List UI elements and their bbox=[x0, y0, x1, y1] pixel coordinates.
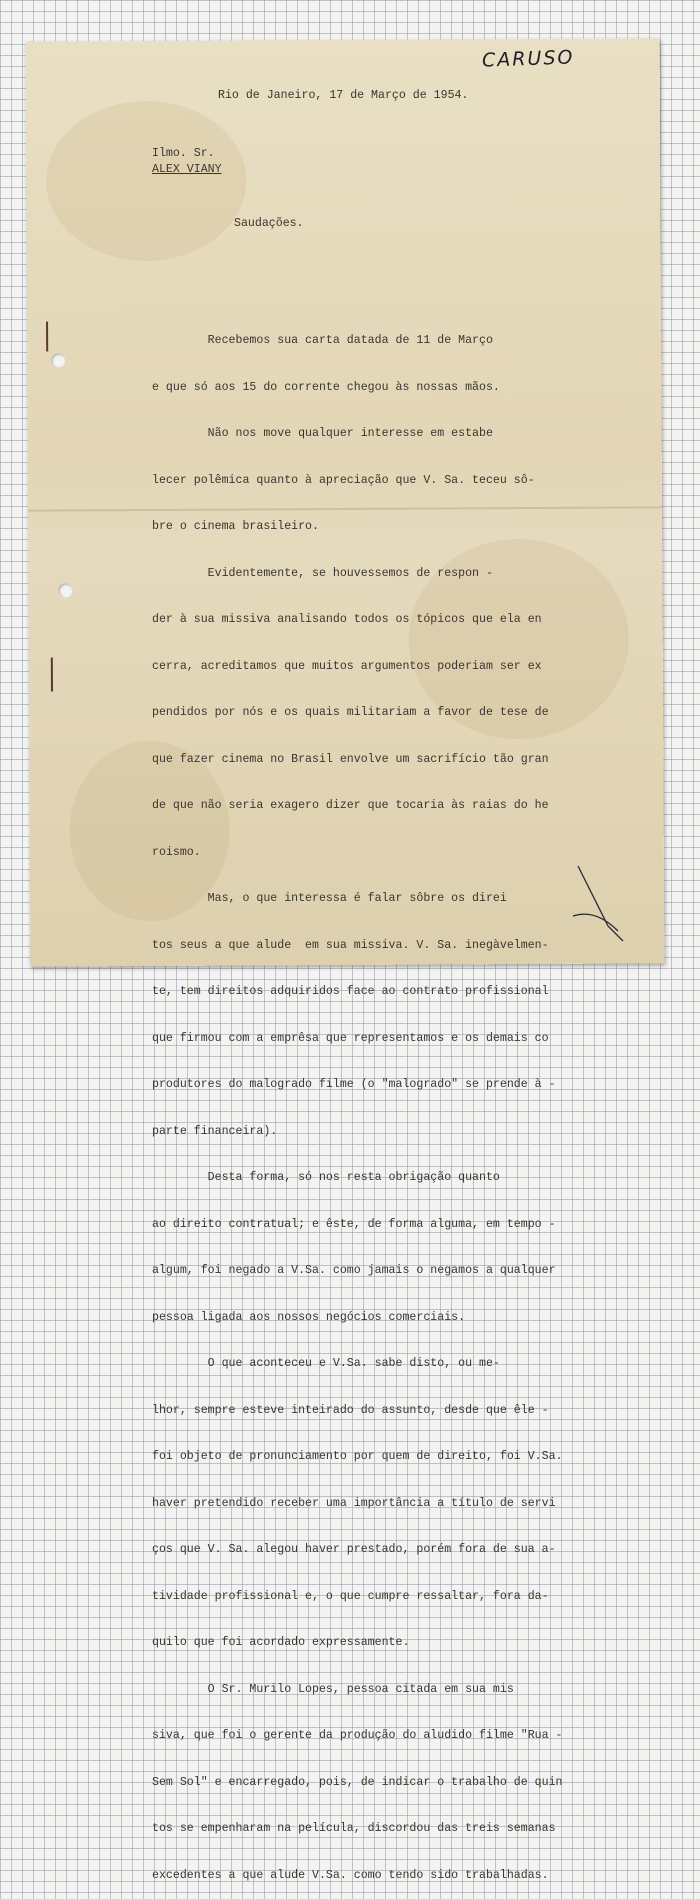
paper-stain bbox=[46, 101, 247, 262]
pen-stroke-mark bbox=[568, 856, 628, 946]
body-line: quilo que foi acordado expressamente. bbox=[152, 1636, 410, 1649]
body-line: que fazer cinema no Brasil envolve um sacrifício tão gran bbox=[152, 752, 549, 766]
body-line: excedentes a que alude V.Sa. como tendo sido trabalhadas. bbox=[152, 1868, 549, 1882]
handwritten-annotation: CARUSO bbox=[481, 46, 575, 72]
letter-body bbox=[152, 302, 563, 1899]
body-line: que firmou com a emprêsa que representamos e os demais co bbox=[152, 1031, 549, 1045]
body-line: lhor, sempre esteve inteirado do assunto, desde que êle - bbox=[152, 1403, 549, 1417]
body-line: O Sr. Murilo Lopes, pessoa citada em sua mis bbox=[152, 1682, 514, 1696]
body-line: produtores do malogrado filme (o "malogrado" se prende à - bbox=[152, 1078, 556, 1091]
salutation: Ilmo. Sr. bbox=[152, 147, 215, 160]
letter-date: Rio de Janeiro, 17 de Março de 1954. bbox=[218, 89, 469, 102]
punch-hole bbox=[51, 353, 65, 367]
body-line: e que só aos 15 do corrente chegou às nossas mãos. bbox=[152, 380, 500, 394]
body-line: roismo. bbox=[152, 845, 201, 859]
body-line: parte financeira). bbox=[152, 1124, 278, 1138]
body-line: der à sua missiva analisando todos os tópicos que ela en bbox=[152, 613, 542, 626]
body-line: cerra, acreditamos que muitos argumentos poderiam ser ex bbox=[152, 659, 542, 673]
recipient-name: ALEX VIANY bbox=[152, 163, 222, 176]
body-line: pessoa ligada aos nossos negócios comerciais. bbox=[152, 1310, 466, 1324]
body-line: Mas, o que interessa é falar sôbre os direi bbox=[152, 892, 507, 905]
body-line: algum, foi negado a V.Sa. como jamais o negamos a qualquer bbox=[152, 1264, 556, 1277]
body-line: lecer polêmica quanto à apreciação que V. Sa. teceu sô- bbox=[152, 473, 535, 487]
body-line: foi objeto de pronunciamento por quem de direito, foi V.Sa. bbox=[152, 1450, 563, 1463]
body-line: bre o cinema brasileiro. bbox=[152, 520, 319, 533]
body-line: ços que V. Sa. alegou haver prestado, porém fora de sua a- bbox=[152, 1543, 556, 1556]
body-line: Desta forma, só nos resta obrigação quanto bbox=[152, 1171, 500, 1184]
body-line: Não nos move qualquer interesse em estabe bbox=[152, 427, 493, 440]
body-line: tividade profissional e, o que cumpre ressaltar, fora da- bbox=[152, 1589, 549, 1603]
body-line: tos se empenharam na película, discordou das treis semanas bbox=[152, 1822, 556, 1835]
ink-mark bbox=[51, 658, 53, 692]
greeting: Saudações. bbox=[234, 217, 304, 230]
body-line: haver pretendido receber uma importância a título de servi bbox=[152, 1496, 556, 1510]
ink-mark bbox=[46, 322, 48, 352]
body-line: Evidentemente, se houvessemos de respon - bbox=[152, 566, 493, 580]
body-line: O que aconteceu e V.Sa. sabe disto, ou me- bbox=[152, 1357, 500, 1370]
body-line: siva, que foi o gerente da produção do aludido filme "Rua - bbox=[152, 1729, 563, 1742]
body-line: Recebemos sua carta datada de 11 de Março bbox=[152, 334, 493, 347]
body-line: pendidos por nós e os quais militariam a favor de tese de bbox=[152, 706, 549, 719]
body-line: tos seus a que alude em sua missiva. V. Sa. inegàvelmen- bbox=[152, 938, 549, 952]
punch-hole bbox=[58, 583, 72, 597]
body-line: te, tem direitos adquiridos face ao contrato profissional bbox=[152, 985, 549, 998]
body-line: de que não seria exagero dizer que tocaria às raias do he bbox=[152, 799, 549, 812]
body-line: Sem Sol" e encarregado, pois, de indicar o trabalho de quin bbox=[152, 1775, 563, 1789]
body-line: ao direito contratual; e êste, de forma alguma, em tempo - bbox=[152, 1217, 556, 1231]
